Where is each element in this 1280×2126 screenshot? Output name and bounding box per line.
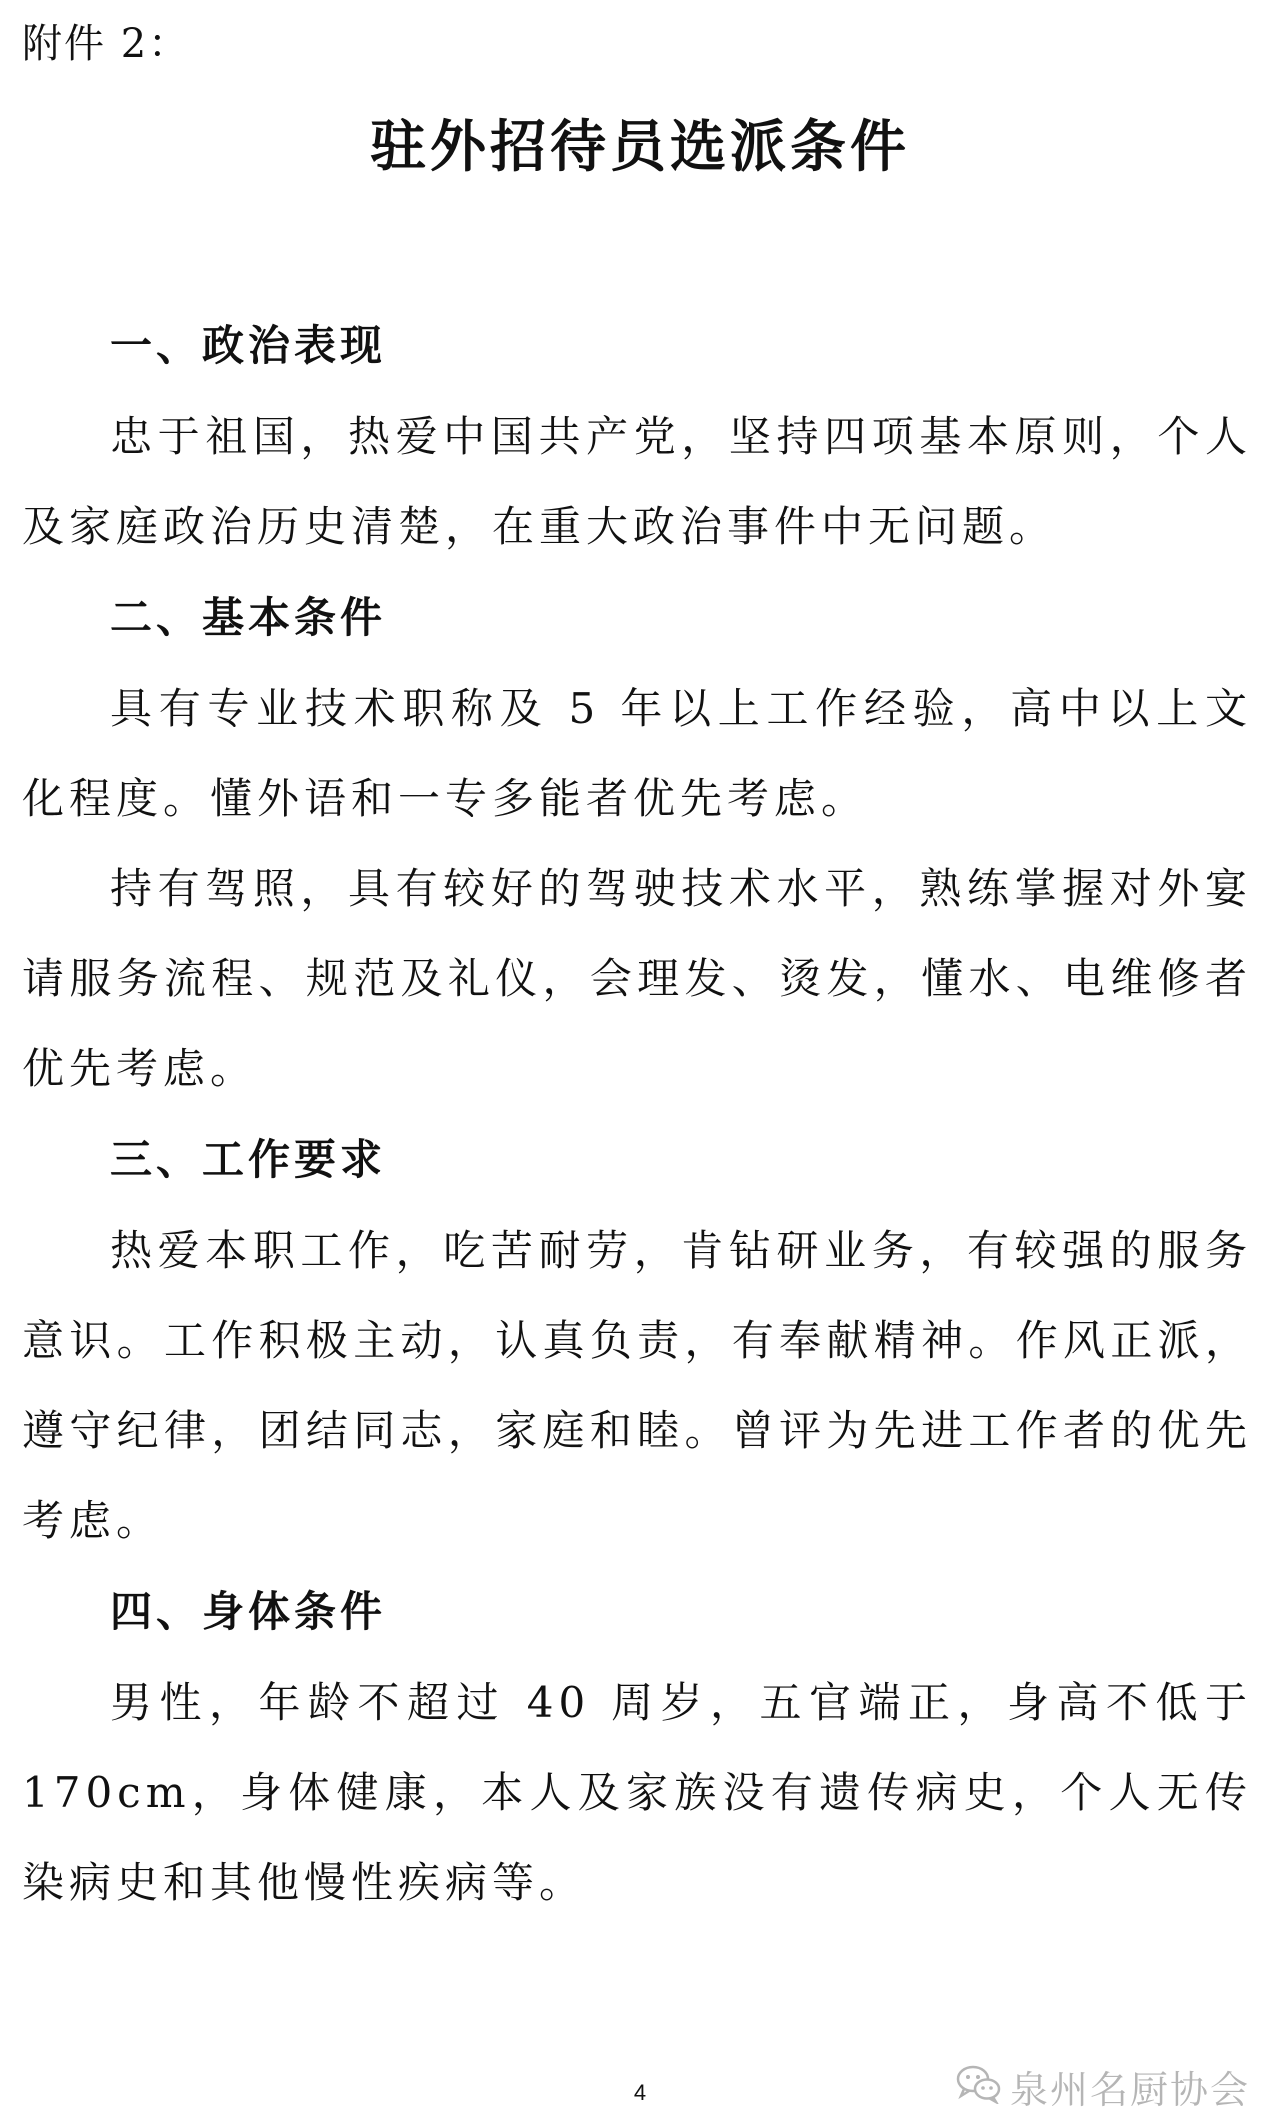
section-paragraph: 热爱本职工作，吃苦耐劳，肯钻研业务，有较强的服务 意识。工作积极主动，认真负责，有奉献精神。作风正派， 遵守纪律，团结同志，家庭和睦。曾评为先进工作者的优先考虑。 (22, 1226, 1252, 1545)
section-political (22, 300, 1252, 572)
section-paragraph: 持有驾照，具有较好的驾驶技术水平，熟练掌握对外宴请服务流程、规范及礼仪，会理发、烫发，懂水、电维修者优先考虑。 (22, 864, 1252, 1093)
section-paragraph: 男性，年龄不超过 40 周岁，五官端正，身高不低于 170cm，身体健康，本人及家族没有遗传病史，个人无传染病史和其他慢性疾病等。 (22, 1678, 1252, 1907)
attachment-label: 附件 2： (22, 21, 191, 67)
section-paragraph: 忠于祖国，热爱中国共产党，坚持四项基本原则，个人 及家庭政治历史清楚，在重大政治事件中无问题。 (22, 412, 1252, 551)
section-work (22, 1114, 1252, 1566)
section-physical (22, 1566, 1252, 1928)
document-body (22, 300, 1252, 1928)
section-heading: 二、基本条件 (110, 593, 387, 642)
section-paragraph: 具有专业技术职称及 5 年以上工作经验，高中以上文化程度。懂外语和一专多能者优先考虑。 (22, 684, 1252, 823)
section-basic (22, 572, 1252, 1114)
wechat-icon (956, 2064, 1010, 2116)
watermark (956, 2064, 1250, 2116)
page-number: 4 (633, 2080, 647, 2105)
section-heading: 三、工作要求 (110, 1135, 387, 1184)
watermark-text: 泉州名厨协会 (1009, 2068, 1250, 2112)
section-heading: 一、政治表现 (110, 321, 387, 370)
document-title: 驻外招待员选派条件 (370, 114, 910, 180)
section-heading: 四、身体条件 (110, 1587, 387, 1636)
